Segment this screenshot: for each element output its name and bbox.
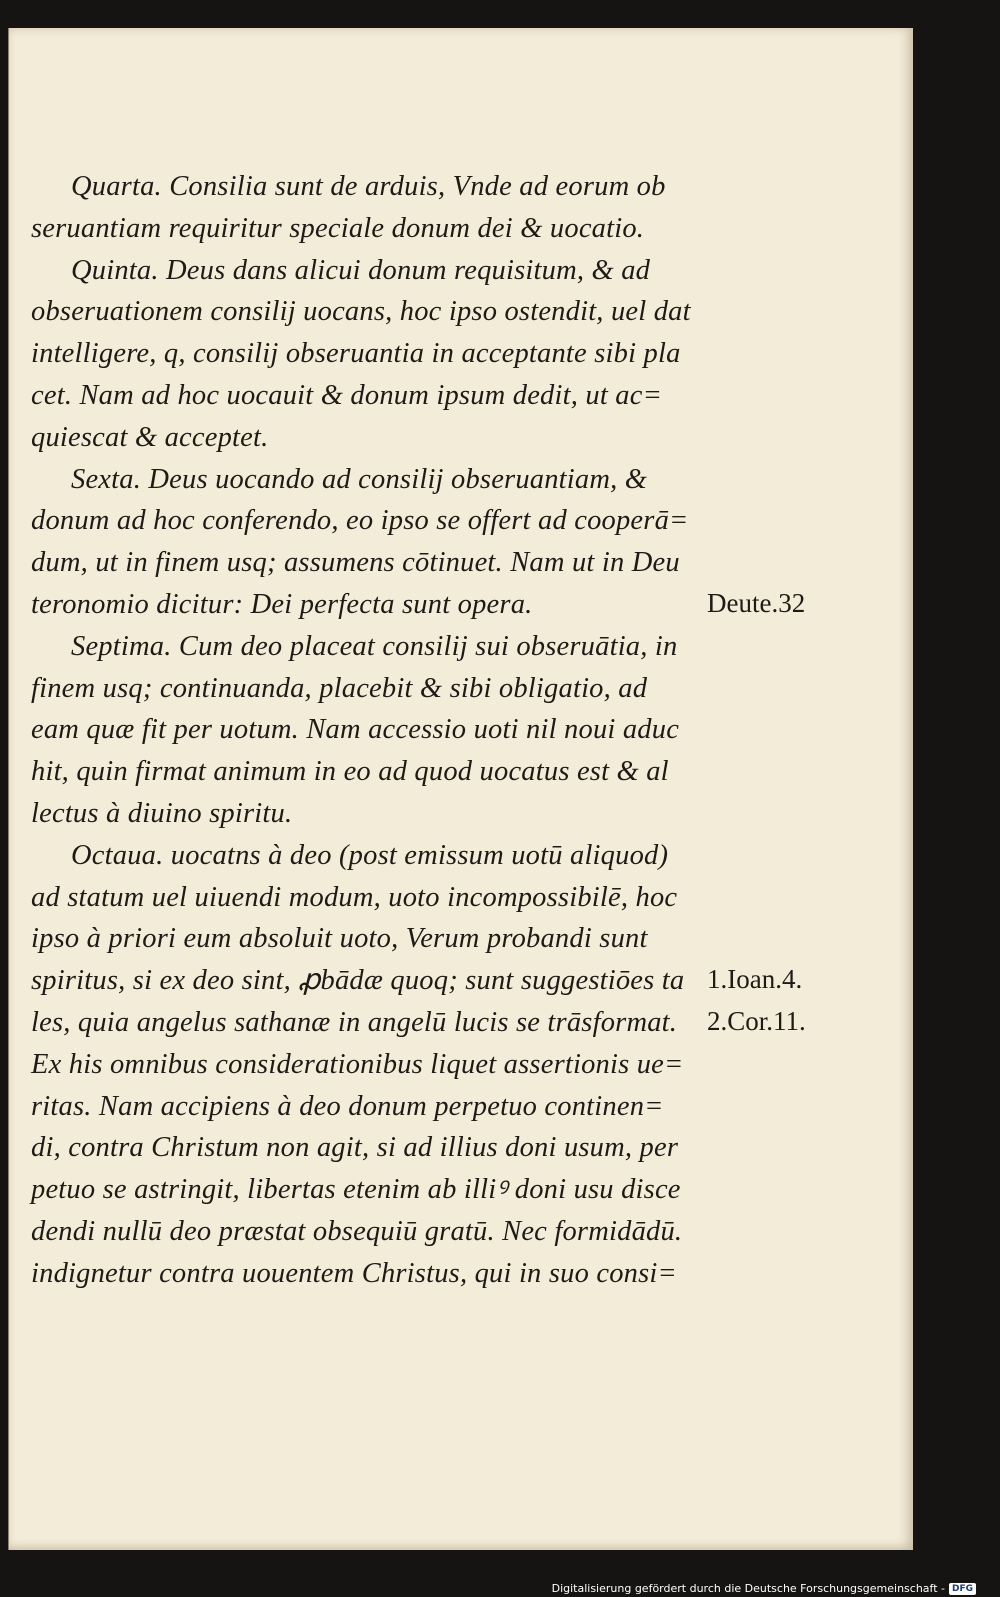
margin-note: 2.Cor.11. [707,1006,806,1036]
text-line: ipso à priori eum absoluit uoto, Verum probandi sunt [31,923,648,955]
text-line: dendi nullū deo præstat obsequiū gratū. Nec formidādū. [31,1215,683,1247]
body-text [31,166,721,1295]
margin-note: Deute.32 [707,588,806,618]
text-line: spiritus, si ex deo sint, ꝓbādæ quoq; sunt suggestiōes ta [31,965,685,997]
text-line: teronomio dicitur: Dei perfecta sunt opera. [31,588,533,620]
margin-note: 1.Ioan.4. [707,964,803,995]
text-line: indignetur contra uouentem Christus, qui in suo consi= [31,1257,677,1289]
text-line: Ex his omnibus considerationibus liquet assertionis ue= [31,1048,684,1080]
text-line: Quarta. Consilia sunt de arduis, Vnde ad eorum ob [71,171,666,202]
text-line: intelligere, q, consilij obseruantia in acceptante sibi pla [31,338,681,370]
text-line: quiescat & acceptet. [31,421,269,453]
credit-text: Digitalisierung gefördert durch die Deutsche Forschungsgemeinschaft - [551,1582,945,1595]
text-line: donum ad hoc conferendo, eo ipso se offert ad cooperā= [31,505,689,537]
text-line: petuo se astringit, libertas etenim ab illiꝰ doni usu disce [31,1174,681,1206]
book-page [8,28,913,1550]
text-line: ad statum uel uiuendi modum, uoto incompossibilē, hoc [31,881,678,913]
digitization-credit [552,1582,976,1595]
text-line: hit, quin firmat animum in eo ad quod uocatus est & al [31,756,669,788]
text-line: seruantiam requiritur speciale donum dei & uocatio. [31,212,645,244]
text-line: Septima. Cum deo placeat consilij sui obseruātia, in [71,630,678,662]
text-line: di, contra Christum non agit, si ad illius doni usum, per [31,1132,679,1164]
text-line: Sexta. Deus uocando ad consilij obseruantiam, & [71,463,648,495]
text-line: les, quia angelus sathanæ in angelū lucis se trāsformat. [31,1006,678,1038]
dfg-logo-icon: DFG [949,1583,976,1595]
text-line: finem usq; continuanda, placebit & sibi obligatio, ad [31,672,648,704]
text-line: Quinta. Deus dans alicui donum requisitum, & ad [71,254,651,286]
text-line: cet. Nam ad hoc uocauit & donum ipsum dedit, ut ac= [31,379,663,411]
text-line: lectus à diuino spiritu. [31,797,293,829]
text-line: Octaua. uocatns à deo (post emissum uotū aliquod) [71,839,669,871]
text-line: obseruationem consilij uocans, hoc ipso ostendit, uel dat [31,296,691,328]
text-line: dum, ut in finem usq; assumens cōtinuet. Nam ut in Deu [31,547,680,579]
text-line: eam quæ fit per uotum. Nam accessio uoti nil noui aduc [31,714,680,746]
text-line: ritas. Nam accipiens à deo donum perpetuo continen= [31,1090,664,1122]
